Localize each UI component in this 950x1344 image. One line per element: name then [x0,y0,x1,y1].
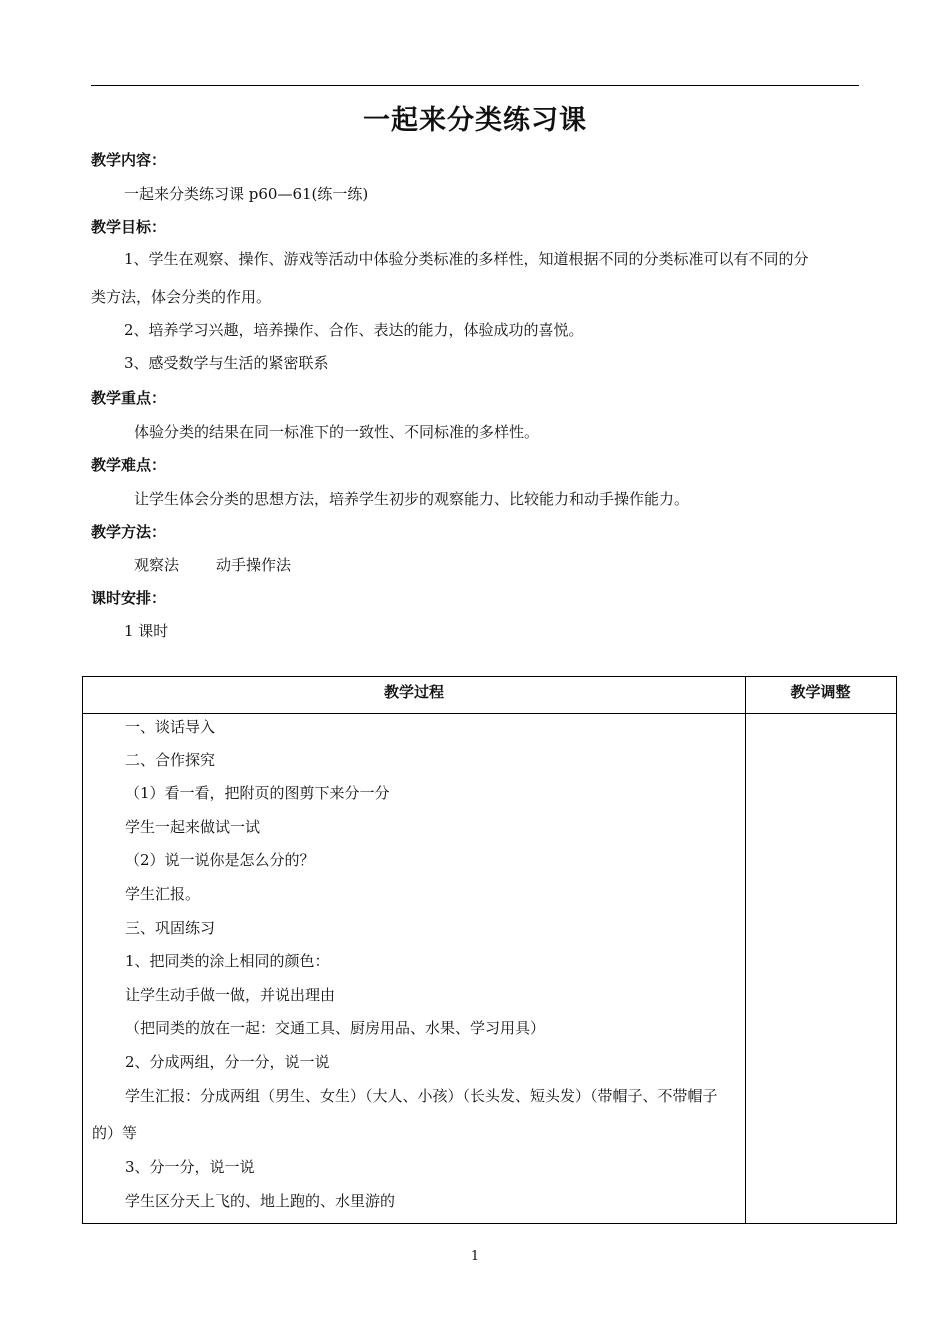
goal-3: 3、感受数学与生活的紧密联系 [124,354,329,372]
table-row: 学生汇报。 [125,885,201,903]
goals-heading: 教学目标： [91,218,167,236]
method-hands-on: 动手操作法 [216,556,292,574]
table-row: 让学生动手做一做，并说出理由 [125,986,336,1004]
table-row: 学生一起来做试一试 [125,818,261,836]
goal-1-line-2: 类方法，体会分类的作用。 [91,288,272,306]
table-header-divider [83,713,896,714]
page-number: 1 [470,1249,480,1264]
table-row: 二、合作探究 [125,751,216,769]
difficulties-text: 让学生体会分类的思想方法，培养学生初步的观察能力、比较能力和动手操作能力。 [134,490,690,508]
header-rule [91,85,859,86]
goal-2: 2、培养学习兴趣，培养操作、合作、表达的能力，体验成功的喜悦。 [124,321,584,339]
table-row: 2、分成两组，分一分，说一说 [125,1053,330,1071]
table-row: 三、巩固练习 [125,919,216,937]
method-observation: 观察法 [134,556,180,574]
key-points-text: 体验分类的结果在同一标准下的一致性、不同标准的多样性。 [134,423,540,441]
table-row: 一、谈话导入 [125,718,216,736]
table-header-process: 教学过程 [383,683,444,701]
table-row: 学生汇报：分成两组（男生、女生）（大人、小孩）（长头发、短头发）（带帽子、不带帽子 [125,1087,718,1105]
table-row: 学生区分天上飞的、地上跑的、水里游的 [125,1192,396,1210]
table-row: 的）等 [92,1124,138,1142]
table-row: （把同类的放在一起：交通工具、厨房用品、水果、学习用具） [125,1019,546,1037]
table-header-adjustment: 教学调整 [790,683,851,701]
teaching-process-table [82,676,897,1224]
methods-heading: 教学方法： [91,523,167,541]
difficulties-heading: 教学难点： [91,456,167,474]
table-column-divider [745,677,746,1223]
table-row: （1）看一看，把附页的图剪下来分一分 [125,784,390,802]
content-heading: 教学内容： [91,151,167,169]
content-text: 一起来分类练习课 p60—61(练一练) [124,185,369,203]
table-row: 3、分一分，说一说 [125,1158,255,1176]
schedule-heading: 课时安排： [91,589,167,607]
goal-1-line-1: 1、学生在观察、操作、游戏等活动中体验分类标准的多样性，知道根据不同的分类标准可以有不同的分 [124,250,809,268]
table-row: 1、把同类的涂上相同的颜色： [125,952,330,970]
table-row: （2）说一说你是怎么分的？ [125,851,315,869]
document-title: 一起来分类练习课 [363,105,587,136]
schedule-text: 1 课时 [124,622,169,640]
key-points-heading: 教学重点： [91,389,167,407]
